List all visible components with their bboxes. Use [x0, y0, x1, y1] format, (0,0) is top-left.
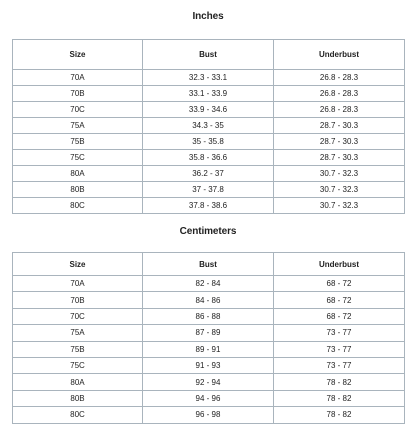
underbust-cell: 68 - 72: [274, 276, 405, 292]
bust-cell: 96 - 98: [143, 407, 274, 423]
table-row: [13, 292, 405, 308]
underbust-cell: 73 - 77: [274, 325, 405, 341]
size-cell: 70A: [13, 276, 143, 292]
underbust-cell: 73 - 77: [274, 341, 405, 357]
underbust-cell: 30.7 - 32.3: [274, 166, 405, 182]
table-row: [13, 166, 405, 182]
size-cell: 75C: [13, 357, 143, 373]
underbust-cell: 68 - 72: [274, 292, 405, 308]
table-row: [13, 374, 405, 390]
table-row: [13, 407, 405, 423]
bust-cell: 84 - 86: [143, 292, 274, 308]
underbust-cell: 30.7 - 32.3: [274, 182, 405, 198]
size-cell: 75B: [13, 341, 143, 357]
table-row: [13, 70, 405, 86]
bust-cell: 34.3 - 35: [143, 118, 274, 134]
underbust-cell: 26.8 - 28.3: [274, 70, 405, 86]
size-cell: 75A: [13, 118, 143, 134]
bust-cell: 86 - 88: [143, 308, 274, 324]
table-row: [13, 102, 405, 118]
size-cell: 80B: [13, 182, 143, 198]
size-cell: 70C: [13, 308, 143, 324]
centimeters-table-body: [13, 276, 405, 424]
bust-cell: 37.8 - 38.6: [143, 198, 274, 214]
bust-cell: 89 - 91: [143, 341, 274, 357]
table-header-row: [13, 253, 405, 276]
size-cell: 70B: [13, 86, 143, 102]
bust-cell: 92 - 94: [143, 374, 274, 390]
underbust-cell: 26.8 - 28.3: [274, 102, 405, 118]
size-cell: 80B: [13, 390, 143, 406]
bust-cell: 87 - 89: [143, 325, 274, 341]
table-row: [13, 134, 405, 150]
table-row: [13, 390, 405, 406]
centimeters-title: Centimeters: [179, 226, 237, 237]
table-row: [13, 357, 405, 373]
bust-cell: 82 - 84: [143, 276, 274, 292]
size-cell: 70C: [13, 102, 143, 118]
table-row: [13, 276, 405, 292]
size-cell: 80A: [13, 374, 143, 390]
bust-cell: 36.2 - 37: [143, 166, 274, 182]
table-row: [13, 118, 405, 134]
size-cell: 80A: [13, 166, 143, 182]
header-underbust: Underbust: [274, 40, 405, 70]
underbust-cell: 78 - 82: [274, 390, 405, 406]
inches-table-body: [13, 70, 405, 214]
header-size: Size: [13, 40, 143, 70]
header-size: Size: [13, 253, 143, 276]
underbust-cell: 30.7 - 32.3: [274, 198, 405, 214]
underbust-cell: 26.8 - 28.3: [274, 86, 405, 102]
underbust-cell: 68 - 72: [274, 308, 405, 324]
underbust-cell: 28.7 - 30.3: [274, 134, 405, 150]
centimeters-size-table: [12, 252, 405, 424]
bust-cell: 35.8 - 36.6: [143, 150, 274, 166]
table-row: [13, 325, 405, 341]
underbust-cell: 78 - 82: [274, 374, 405, 390]
inches-title: Inches: [192, 11, 224, 22]
underbust-cell: 78 - 82: [274, 407, 405, 423]
bust-cell: 37 - 37.8: [143, 182, 274, 198]
bust-cell: 33.9 - 34.6: [143, 102, 274, 118]
underbust-cell: 28.7 - 30.3: [274, 150, 405, 166]
table-row: [13, 308, 405, 324]
header-bust: Bust: [143, 253, 274, 276]
size-cell: 75B: [13, 134, 143, 150]
bust-cell: 35 - 35.8: [143, 134, 274, 150]
size-cell: 70B: [13, 292, 143, 308]
table-row: [13, 198, 405, 214]
table-row: [13, 341, 405, 357]
bust-cell: 91 - 93: [143, 357, 274, 373]
header-bust: Bust: [143, 40, 274, 70]
size-cell: 75C: [13, 150, 143, 166]
underbust-cell: 28.7 - 30.3: [274, 118, 405, 134]
table-row: [13, 150, 405, 166]
table-header-row: [13, 40, 405, 70]
bust-cell: 33.1 - 33.9: [143, 86, 274, 102]
underbust-cell: 73 - 77: [274, 357, 405, 373]
size-cell: 80C: [13, 407, 143, 423]
size-cell: 80C: [13, 198, 143, 214]
size-cell: 75A: [13, 325, 143, 341]
inches-size-table: [12, 39, 405, 214]
size-cell: 70A: [13, 70, 143, 86]
bust-cell: 94 - 96: [143, 390, 274, 406]
bust-cell: 32.3 - 33.1: [143, 70, 274, 86]
table-row: [13, 182, 405, 198]
table-row: [13, 86, 405, 102]
header-underbust: Underbust: [274, 253, 405, 276]
